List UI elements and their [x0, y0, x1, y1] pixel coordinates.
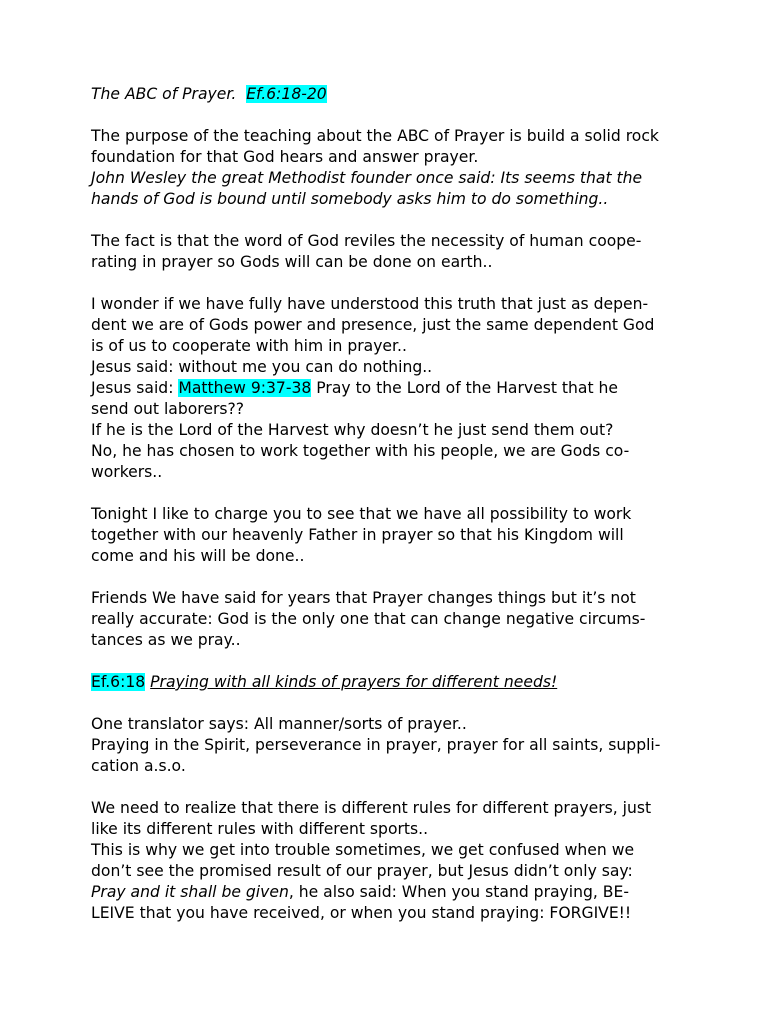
section-heading-text: Praying with all kinds of prayers for different needs!: [150, 673, 558, 691]
paragraph-line: This is why we get into trouble sometimes, we get confused when we: [91, 841, 635, 859]
paragraph-line: One translator says: All manner/sorts of prayer..: [91, 715, 467, 733]
paragraph-line: really accurate: God is the only one that can change negative circums-: [91, 610, 646, 628]
paragraph-line: Tonight I like to charge you to see that we have all possibility to work: [91, 505, 632, 523]
paragraph-line: foundation for that God hears and answer prayer.: [91, 148, 479, 166]
title-scripture-ref: Ef.6:18-20: [246, 85, 327, 103]
paragraph-line: dent we are of Gods power and presence, just the same dependent God: [91, 316, 655, 334]
paragraph-line: workers..: [91, 463, 163, 481]
paragraph-line: cation a.s.o.: [91, 757, 186, 775]
matthew-prefix: Jesus said:: [91, 379, 179, 397]
document-title: [91, 84, 691, 105]
paragraph-line: is of us to cooperate with him in prayer..: [91, 337, 407, 355]
paragraph-line: Praying in the Spirit, perseverance in prayer, prayer for all saints, suppli-: [91, 736, 661, 754]
paragraph-line: The fact is that the word of God reviles the necessity of human coope-: [91, 232, 642, 250]
paragraph-line: Jesus said: without me you can do nothing..: [91, 358, 433, 376]
paragraph-line: together with our heavenly Father in prayer so that his Kingdom will: [91, 526, 624, 544]
paragraph-line: like its different rules with different sports..: [91, 820, 429, 838]
paragraph-line: don’t see the promised result of our prayer, but Jesus didn’t only say:: [91, 862, 633, 880]
paragraph-line: The purpose of the teaching about the ABC of Prayer is build a solid rock: [91, 127, 659, 145]
paragraph-line: tances as we pray..: [91, 631, 241, 649]
matthew-scripture-ref: Matthew 9:37-38: [178, 379, 312, 397]
matthew-line: [91, 378, 691, 399]
wesley-quote-line: John Wesley the great Methodist founder once said: Its seems that the: [91, 169, 643, 187]
wesley-quote-line: hands of God is bound until somebody asks him to do something..: [91, 190, 609, 208]
paragraph-line: No, he has chosen to work together with his people, we are Gods co-: [91, 442, 630, 460]
paragraph-line: We need to realize that there is different rules for different prayers, just: [91, 799, 652, 817]
title-text: The ABC of Prayer.: [91, 85, 247, 103]
pray-italic: Pray and it shall be given: [91, 883, 289, 901]
blank-line: [91, 105, 691, 126]
blank-line: [91, 483, 691, 504]
pray-line: [91, 882, 691, 903]
paragraph-line: rating in prayer so Gods will can be done on earth..: [91, 253, 493, 271]
paragraph-line: If he is the Lord of the Harvest why doesn’t he just send them out?: [91, 421, 614, 439]
matthew-suffix: Pray to the Lord of the Harvest that he: [311, 379, 619, 397]
paragraph-line: LEIVE that you have received, or when you stand praying: FORGIVE!!: [91, 904, 632, 922]
paragraph-line: come and his will be done..: [91, 547, 305, 565]
document-page: [91, 84, 691, 924]
blank-line: [91, 567, 691, 588]
blank-line: [91, 693, 691, 714]
blank-line: [91, 210, 691, 231]
blank-line: [91, 273, 691, 294]
paragraph-line: send out laborers??: [91, 400, 245, 418]
section-heading: [91, 672, 691, 693]
paragraph-line: Friends We have said for years that Prayer changes things but it’s not: [91, 589, 636, 607]
blank-line: [91, 777, 691, 798]
paragraph-line: I wonder if we have fully have understood this truth that just as depen-: [91, 295, 649, 313]
pray-rest: , he also said: When you stand praying, BE-: [288, 883, 629, 901]
blank-line: [91, 651, 691, 672]
section-scripture-ref: Ef.6:18: [91, 673, 146, 691]
